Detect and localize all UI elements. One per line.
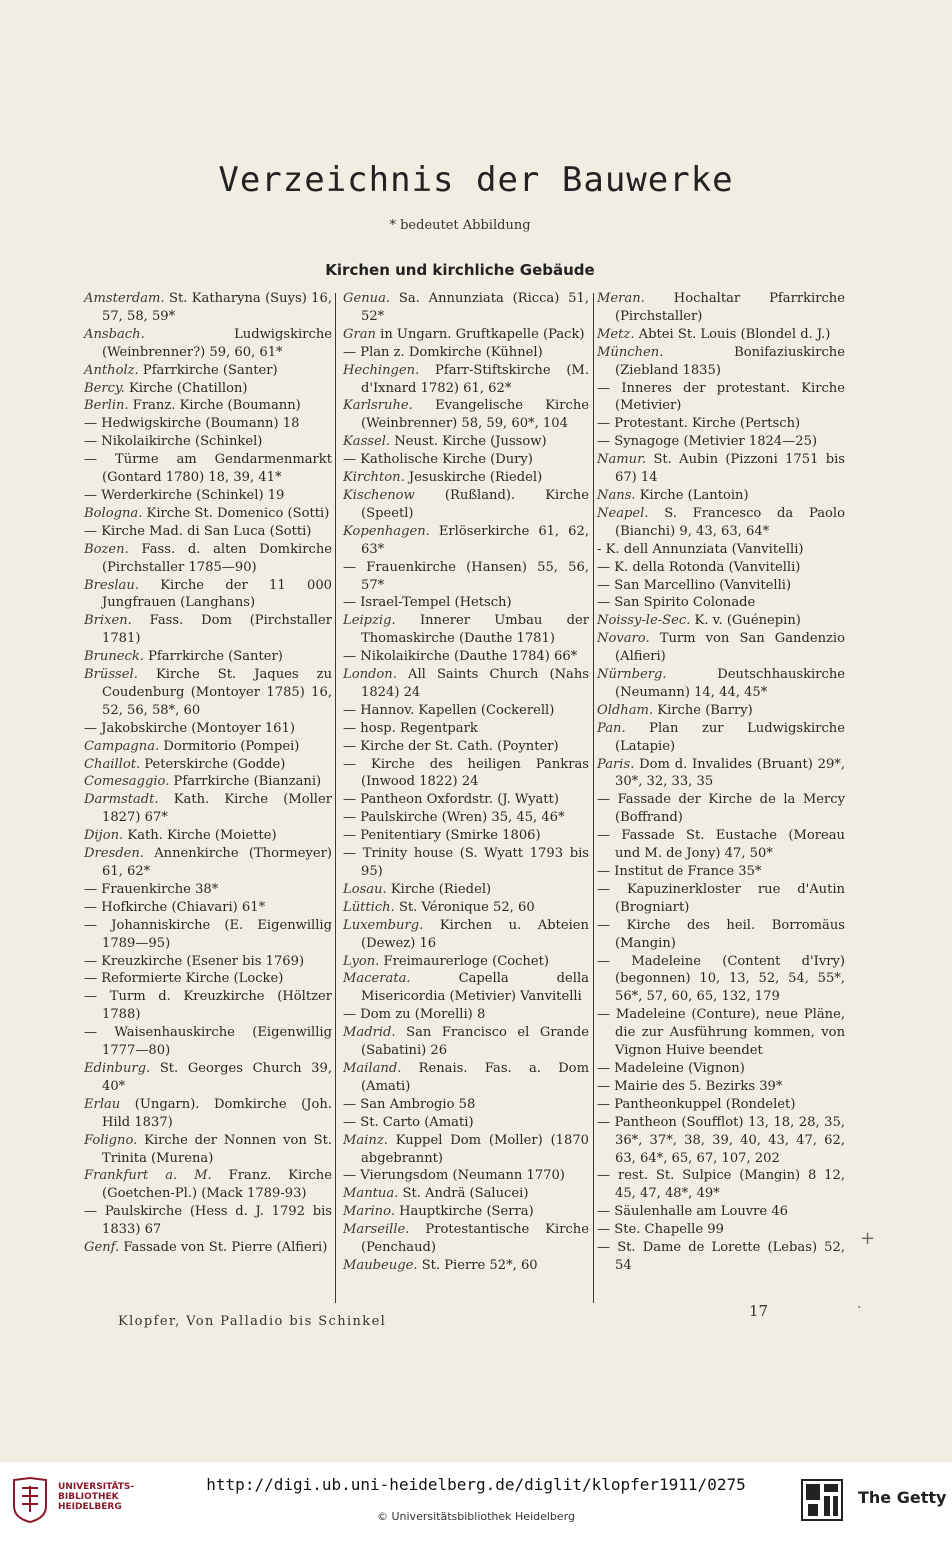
entry-text: Kath. Kirche (Moller 1827) 67*	[102, 792, 332, 826]
index-entry	[343, 397, 589, 433]
index-entry	[84, 1203, 332, 1239]
index-entry	[343, 648, 589, 666]
entry-place: Kopenhagen.	[343, 523, 430, 539]
entry-place: Novaro.	[597, 631, 650, 647]
entry-text: — Nikolaikirche (Schinkel)	[84, 434, 263, 450]
entry-place: Kischenow	[343, 487, 415, 503]
entry-text: Evangelische Kirche (Weinbrenner) 58, 59, 60*, 104	[361, 398, 589, 432]
entry-place: Brüssel.	[84, 667, 138, 683]
index-entry	[343, 451, 589, 469]
entry-text: Fass. d. alten Domkirche (Pirchstaller 1785—90)	[102, 541, 332, 575]
entry-place: Bologna.	[84, 505, 143, 521]
entry-text: — Pantheonkuppel (Rondelet)	[597, 1096, 796, 1112]
entry-text: Kirche St. Jaques zu Coudenburg (Montoyer 1785) 16, 52, 56, 58*, 60	[102, 667, 333, 718]
index-entry	[84, 1096, 332, 1132]
entry-text: — Frauenkirche 38*	[84, 881, 219, 897]
entry-place: Bozen.	[84, 541, 129, 557]
index-entry	[343, 523, 589, 559]
entry-place: Bruneck.	[84, 649, 144, 665]
index-entry	[343, 1114, 589, 1132]
index-entry	[84, 362, 332, 380]
entry-text: Kirche der 11 000 Jungfrauen (Langhans)	[102, 577, 332, 611]
index-entry	[597, 702, 845, 720]
entry-text: Ludwigskirche (Weinbrenner?) 59, 60, 61*	[102, 326, 332, 360]
entry-text: — Hofkirche (Chiavari) 61*	[84, 899, 266, 915]
entry-place: Karlsruhe.	[343, 398, 413, 414]
entry-text: — Madeleine (Content d'Ivry) (begonnen) 10, 13, 52, 54, 55*, 56*, 57, 60, 65, 132, 179	[597, 953, 845, 1005]
entry-text: — Kirche Mad. di San Luca (Sotti)	[84, 523, 312, 539]
copyright-notice: © Universitätsbibliothek Heidelberg	[376, 1510, 575, 1523]
entry-text: St. Pierre 52*, 60	[421, 1257, 538, 1273]
index-entry	[343, 326, 589, 344]
index-entry	[597, 827, 845, 863]
index-entry	[84, 953, 332, 971]
column-divider	[335, 293, 336, 1303]
index-column-3	[597, 290, 845, 1275]
index-entry	[597, 541, 845, 559]
entry-place: Maubeuge.	[343, 1257, 418, 1273]
index-entry	[343, 1060, 589, 1096]
entry-text: — Pantheon (Soufflot) 13, 18, 28, 35, 36*, 37*, 38, 39, 40, 43, 47, 62, 63, 64*, 65, 67, 107, 202	[597, 1114, 845, 1166]
entry-place: London.	[343, 667, 397, 683]
index-entry	[343, 970, 589, 1006]
entry-text: — Israel-Tempel (Hetsch)	[343, 595, 512, 611]
entry-text: — St. Dame de Lorette (Lebas) 52, 54	[597, 1240, 845, 1273]
entry-place: Edinburg.	[84, 1060, 151, 1076]
entry-text: Kirchen u. Abteien (Dewez) 16	[361, 917, 589, 951]
index-entry	[597, 863, 845, 881]
index-entry	[597, 577, 845, 595]
section-heading: Kirchen und kirchliche Gebäude	[325, 261, 595, 279]
entry-text: — Pantheon Oxfordstr. (J. Wyatt)	[343, 792, 559, 808]
entry-place: Berlin.	[84, 398, 129, 414]
index-entry	[597, 1221, 845, 1239]
entry-text: Deutschhauskirche (Neumann) 14, 44, 45*	[615, 667, 845, 700]
entry-text: — Katholische Kirche (Dury)	[343, 452, 533, 468]
index-entry	[84, 1024, 332, 1060]
index-entry	[343, 756, 589, 792]
entry-text: — Türme am Gendarmenmarkt (Gontard 1780) 18, 39, 41*	[84, 452, 332, 486]
index-entry	[597, 756, 845, 792]
entry-text: in Ungarn. Gruftkapelle (Pack)	[380, 326, 585, 342]
entry-text: Neust. Kirche (Jussow)	[394, 434, 547, 450]
index-entry	[597, 1114, 845, 1168]
entry-text: San Francisco el Grande (Sabatini) 26	[361, 1025, 589, 1059]
entry-text: Kirche (Chatillon)	[128, 380, 248, 396]
entry-text: — Nikolaikirche (Dauthe 1784) 66*	[343, 649, 578, 665]
index-entry	[84, 988, 332, 1024]
index-entry	[343, 487, 589, 523]
index-entry	[597, 1239, 845, 1275]
index-entry	[343, 827, 589, 845]
index-entry	[343, 469, 589, 487]
entry-place: Foligno.	[84, 1132, 138, 1148]
entry-text: Fassade von St. Pierre (Alfieri)	[123, 1240, 328, 1256]
entry-place: Amsterdam.	[84, 291, 165, 306]
index-entry	[597, 917, 845, 953]
entry-place: Genua.	[343, 291, 391, 306]
library-line-3: HEIDELBERG	[58, 1502, 122, 1512]
index-entry	[343, 881, 589, 899]
index-entry	[84, 1167, 332, 1203]
index-entry	[597, 326, 845, 344]
entry-text: — Reformierte Kirche (Locke)	[84, 971, 284, 987]
index-entry	[84, 612, 332, 648]
index-entry	[597, 881, 845, 917]
index-entry	[84, 433, 332, 451]
index-entry	[343, 594, 589, 612]
entry-place: Frankfurt a. M.	[84, 1168, 212, 1184]
entry-text: Kirche der Nonnen von St. Trinita (Murena)	[102, 1132, 332, 1166]
index-entry	[597, 953, 845, 1007]
entry-text: Peterskirche (Godde)	[144, 756, 286, 772]
entry-text: Kath. Kirche (Moiette)	[127, 828, 277, 844]
entry-text: — Fassade St. Eustache (Moreau und M. de Jony) 47, 50*	[597, 828, 845, 862]
index-entry	[343, 720, 589, 738]
index-entry	[343, 559, 589, 595]
entry-text: St. Véronique 52, 60	[398, 899, 535, 915]
index-entry	[84, 720, 332, 738]
entry-place: Lüttich.	[343, 899, 395, 915]
entry-text: Protestantische Kirche (Penchaud)	[361, 1222, 589, 1256]
index-entry	[84, 827, 332, 845]
entry-text: Capella della Misericordia (Metivier) Vanvitelli	[361, 971, 589, 1005]
entry-place: Losau.	[343, 881, 387, 897]
index-entry	[597, 630, 845, 666]
entry-place: Macerata.	[343, 971, 411, 987]
index-entry	[343, 899, 589, 917]
entry-text: Kirche (Riedel)	[390, 881, 492, 897]
entry-place: Nürnberg.	[597, 667, 667, 683]
index-entry	[343, 702, 589, 720]
index-entry	[84, 451, 332, 487]
entry-place: Marseille.	[343, 1222, 410, 1238]
entry-text: — San Spirito Colonade	[597, 595, 756, 611]
entry-text: Franz. Kirche (Goetchen-Pl.) (Mack 1789-93)	[102, 1168, 332, 1202]
index-column-1	[84, 290, 332, 1257]
index-entry	[343, 917, 589, 953]
entry-text: — Kirche des heiligen Pankras (Inwood 1822) 24	[343, 756, 589, 790]
subtitle-note: * bedeutet Abbildung	[389, 218, 531, 233]
entry-text: St. Aubin (Pizzoni 1751 bis 67) 14	[615, 452, 846, 486]
entry-place: Darmstadt.	[84, 792, 159, 808]
entry-place: Oldham.	[597, 702, 654, 718]
index-entry	[84, 380, 332, 398]
entry-place: Erlau	[84, 1096, 121, 1112]
entry-text: — Protestant. Kirche (Pertsch)	[597, 416, 801, 432]
entry-text: — Madeleine (Conture), neue Pläne, die zur Ausführung kommen, von Vignon Huive beendet	[597, 1007, 845, 1059]
entry-place: Brixen.	[84, 613, 132, 629]
index-entry	[597, 1006, 845, 1060]
index-entry	[343, 1006, 589, 1024]
entry-place: Noissy-le-Sec.	[597, 613, 691, 629]
entry-text: — Säulenhalle am Louvre 46	[597, 1204, 788, 1220]
entry-place: Pan.	[597, 720, 626, 736]
library-line-1: UNIVERSITÄTS-	[58, 1482, 135, 1492]
index-entry	[343, 845, 589, 881]
entry-text: — Kapuzinerkloster rue d'Autin (Brogniart)	[597, 881, 845, 915]
entry-text: — Plan z. Domkirche (Kühnel)	[343, 344, 543, 360]
entry-text: — Waisenhauskirche (Eigenwillig 1777—80)	[84, 1025, 332, 1059]
index-entry	[84, 773, 332, 791]
index-entry	[597, 415, 845, 433]
index-entry	[597, 451, 845, 487]
index-entry	[597, 1078, 845, 1096]
entry-text: (Ungarn). Domkirche (Joh. Hild 1837)	[102, 1096, 332, 1130]
entry-place: Hechingen.	[343, 362, 420, 378]
entry-place: Bercy.	[84, 380, 125, 396]
entry-place: Nans.	[597, 487, 636, 503]
index-entry	[84, 415, 332, 433]
entry-text: Franz. Kirche (Boumann)	[132, 398, 301, 414]
entry-text: — Penitentiary (Smirke 1806)	[343, 828, 541, 844]
index-entry	[84, 1239, 332, 1257]
entry-place: Campagna.	[84, 738, 160, 754]
index-entry	[84, 326, 332, 362]
page-number: 17	[749, 1302, 769, 1320]
index-entry	[84, 523, 332, 541]
entry-place: Breslau.	[84, 577, 139, 593]
index-entry	[343, 362, 589, 398]
entry-text: — San Marcellino (Vanvitelli)	[597, 577, 792, 593]
index-entry	[597, 1167, 845, 1203]
permalink-url[interactable]: http://digi.ub.uni-heidelberg.de/diglit/klopfer1911/0275	[206, 1475, 746, 1494]
entry-place: Paris.	[597, 756, 635, 772]
entry-text: Turm von San Gandenzio (Alfieri)	[615, 631, 845, 665]
entry-text: — Trinity house (S. Wyatt 1793 bis 95)	[343, 846, 589, 879]
viewer-footer-bar	[0, 1462, 952, 1542]
entry-text: Pfarr-Stiftskirche (M. d'Ixnard 1782) 61, 62*	[361, 362, 589, 396]
index-entry	[343, 290, 589, 326]
entry-text: St. Katharyna (Suys) 16, 57, 58, 59*	[102, 291, 332, 324]
entry-text: — Hedwigskirche (Boumann) 18	[84, 416, 300, 432]
library-line-2: BIBLIOTHEK	[58, 1492, 119, 1502]
entry-text: Dormitorio (Pompei)	[163, 738, 300, 754]
entry-text: — Hannov. Kapellen (Cockerell)	[343, 702, 555, 718]
index-entry	[84, 845, 332, 881]
entry-text: Plan zur Ludwigskirche (Latapie)	[615, 720, 845, 754]
entry-text: — Werderkirche (Schinkel) 19	[84, 487, 285, 503]
index-entry	[343, 1096, 589, 1114]
index-entry	[343, 791, 589, 809]
entry-text: Abtei St. Louis (Blondel d. J.)	[638, 326, 831, 342]
index-entry	[84, 290, 332, 326]
index-entry	[343, 433, 589, 451]
entry-text: — St. Carto (Amati)	[343, 1114, 474, 1130]
entry-place: München.	[597, 344, 664, 360]
entry-text: — Inneres der protestant. Kirche (Metivier)	[597, 380, 845, 414]
entry-text: — Jakobskirche (Montoyer 161)	[84, 720, 295, 736]
index-entry	[84, 577, 332, 613]
entry-place: Mantua.	[343, 1186, 399, 1202]
entry-text: Kuppel Dom (Moller) (1870 abgebrannt)	[361, 1132, 589, 1166]
entry-text: St. Georges Church 39, 40*	[102, 1060, 332, 1094]
entry-text: Erlöserkirche 61, 62, 63*	[361, 523, 589, 557]
index-entry	[343, 738, 589, 756]
entry-text: — K. della Rotonda (Vanvitelli)	[597, 559, 801, 575]
entry-text: Pfarrkirche (Bianzani)	[173, 774, 322, 790]
entry-text: Innerer Umbau der Thomaskirche (Dauthe 1781)	[361, 613, 589, 647]
index-entry	[84, 666, 332, 720]
entry-text: — Paulskirche (Hess d. J. 1792 bis 1833) 67	[84, 1204, 332, 1238]
index-entry	[84, 1060, 332, 1096]
index-entry	[84, 505, 332, 523]
entry-text: — Vierungsdom (Neumann 1770)	[343, 1168, 565, 1184]
entry-place: Kassel.	[343, 434, 391, 450]
index-entry	[84, 881, 332, 899]
entry-text: — Ste. Chapelle 99	[597, 1222, 724, 1238]
entry-text: — Mairie des 5. Bezirks 39*	[597, 1078, 783, 1094]
entry-text: Fass. Dom (Pirchstaller 1781)	[102, 613, 332, 647]
index-entry	[343, 344, 589, 362]
entry-text: — Madeleine (Vignon)	[597, 1060, 745, 1076]
entry-text: K. v. (Guénepin)	[694, 613, 801, 629]
entry-place: Genf.	[84, 1240, 120, 1256]
index-entry	[84, 970, 332, 988]
entry-place: Neapel.	[597, 505, 649, 521]
index-entry	[597, 612, 845, 630]
entry-text: S. Francesco da Paolo (Bianchi) 9, 43, 63, 64*	[615, 505, 845, 539]
entry-text: - K. dell Annunziata (Vanvitelli)	[597, 541, 804, 557]
index-entry	[597, 1203, 845, 1221]
entry-text: — Kreuzkirche (Esener bis 1769)	[84, 953, 305, 969]
index-entry	[84, 1132, 332, 1168]
index-entry	[84, 397, 332, 415]
entry-text: — Institut de France 35*	[597, 864, 762, 879]
running-footer: Klopfer, Von Palladio bis Schinkel	[118, 1314, 387, 1329]
entry-text: — Kirche des heil. Borromäus (Mangin)	[597, 917, 845, 951]
entry-place: Dresden.	[84, 846, 144, 862]
entry-place: Comesaggio.	[84, 774, 170, 790]
index-entry	[597, 720, 845, 756]
index-entry	[597, 666, 845, 702]
entry-text: — San Ambrogio 58	[343, 1096, 476, 1112]
index-entry	[84, 738, 332, 756]
entry-place: Namur.	[597, 452, 647, 468]
entry-place: Dijon.	[84, 828, 124, 844]
margin-dot: .	[857, 1296, 862, 1312]
index-entry	[597, 433, 845, 451]
index-entry	[597, 344, 845, 380]
index-entry	[343, 666, 589, 702]
entry-text: — Dom zu (Morelli) 8	[343, 1007, 486, 1023]
entry-place: Mailand.	[343, 1060, 402, 1076]
entry-text: Sa. Annunziata (Ricca) 51, 52*	[361, 291, 589, 324]
entry-text: — Fassade der Kirche de la Mercy (Boffrand)	[597, 792, 845, 826]
index-entry	[84, 917, 332, 953]
index-entry	[343, 1132, 589, 1168]
entry-text: — Synagoge (Metivier 1824—25)	[597, 434, 818, 450]
index-entry	[597, 505, 845, 541]
index-entry	[343, 953, 589, 971]
index-entry	[597, 559, 845, 577]
index-entry	[343, 1167, 589, 1185]
entry-text: — Frauenkirche (Hansen) 55, 56, 57*	[343, 559, 589, 593]
entry-text: — Kirche der St. Cath. (Poynter)	[343, 738, 559, 754]
entry-place: Metz.	[597, 326, 635, 342]
getty-label: The Getty	[858, 1488, 947, 1507]
index-entry	[84, 756, 332, 774]
entry-text: Hauptkirche (Serra)	[399, 1204, 534, 1220]
entry-place: Gran	[343, 326, 376, 342]
page-title: Verzeichnis der Bauwerke	[218, 160, 734, 200]
entry-place: Meran.	[597, 291, 645, 306]
index-entry	[597, 290, 845, 326]
entry-text: — rest. St. Sulpice (Mangin) 8 12, 45, 47, 48*, 49*	[597, 1168, 845, 1202]
index-entry	[343, 1203, 589, 1221]
entry-text: Pfarrkirche (Santer)	[148, 649, 283, 665]
index-entry	[343, 612, 589, 648]
index-entry	[597, 380, 845, 416]
entry-text: (Rußland). Kirche (Speetl)	[361, 487, 589, 521]
index-entry	[343, 1024, 589, 1060]
index-column-2	[343, 290, 589, 1275]
entry-text: Hochaltar Pfarrkirche (Pirchstaller)	[615, 291, 845, 324]
index-entry	[597, 1060, 845, 1078]
entry-text: Dom d. Invalides (Bruant) 29*, 30*, 32, 33, 35	[615, 756, 845, 790]
index-entry	[343, 1257, 589, 1275]
index-entry	[597, 487, 845, 505]
index-entry	[597, 594, 845, 612]
column-divider	[593, 293, 594, 1303]
entry-text: St. Andrä (Salucei)	[402, 1186, 529, 1202]
index-entry	[84, 487, 332, 505]
entry-place: Madrid.	[343, 1025, 396, 1041]
entry-text: Freimaurerloge (Cochet)	[383, 953, 549, 969]
entry-text: — Paulskirche (Wren) 35, 45, 46*	[343, 810, 565, 826]
getty-logo-icon	[800, 1478, 844, 1522]
index-entry	[343, 809, 589, 827]
index-entry	[343, 1185, 589, 1203]
index-entry	[84, 791, 332, 827]
entry-place: Antholz.	[84, 362, 139, 378]
entry-text: Kirche (Lantoin)	[639, 487, 749, 503]
entry-place: Ansbach.	[84, 326, 145, 342]
entry-text: Jesuskirche (Riedel)	[408, 470, 543, 486]
entry-text: — hosp. Regentpark	[343, 720, 478, 736]
entry-place: Luxemburg.	[343, 917, 424, 933]
entry-text: Annenkirche (Thormeyer) 61, 62*	[102, 846, 332, 879]
entry-place: Mainz.	[343, 1132, 388, 1148]
index-entry	[84, 648, 332, 666]
entry-text: — Johanniskirche (E. Eigenwillig 1789—95)	[84, 917, 332, 951]
entry-place: Lyon.	[343, 953, 380, 969]
index-entry	[597, 791, 845, 827]
margin-mark: +	[860, 1228, 876, 1249]
entry-place: Leipzig.	[343, 613, 396, 629]
entry-place: Marino.	[343, 1204, 395, 1220]
entry-text: Kirche (Barry)	[657, 702, 753, 718]
entry-place: Kirchton.	[343, 470, 405, 486]
index-entry	[84, 541, 332, 577]
entry-text: — Turm d. Kreuzkirche (Höltzer 1788)	[84, 989, 332, 1023]
index-entry	[597, 1096, 845, 1114]
entry-place: Chaillot.	[84, 756, 141, 772]
entry-text: Kirche St. Domenico (Sotti)	[146, 505, 330, 521]
entry-text: Bonifaziuskirche (Ziebland 1835)	[615, 344, 845, 378]
index-entry	[84, 899, 332, 917]
index-entry	[343, 1221, 589, 1257]
entry-text: Renais. Fas. a. Dom (Amati)	[361, 1060, 589, 1094]
entry-text: Pfarrkirche (Santer)	[142, 362, 278, 378]
entry-text: All Saints Church (Nahs 1824) 24	[361, 667, 589, 700]
